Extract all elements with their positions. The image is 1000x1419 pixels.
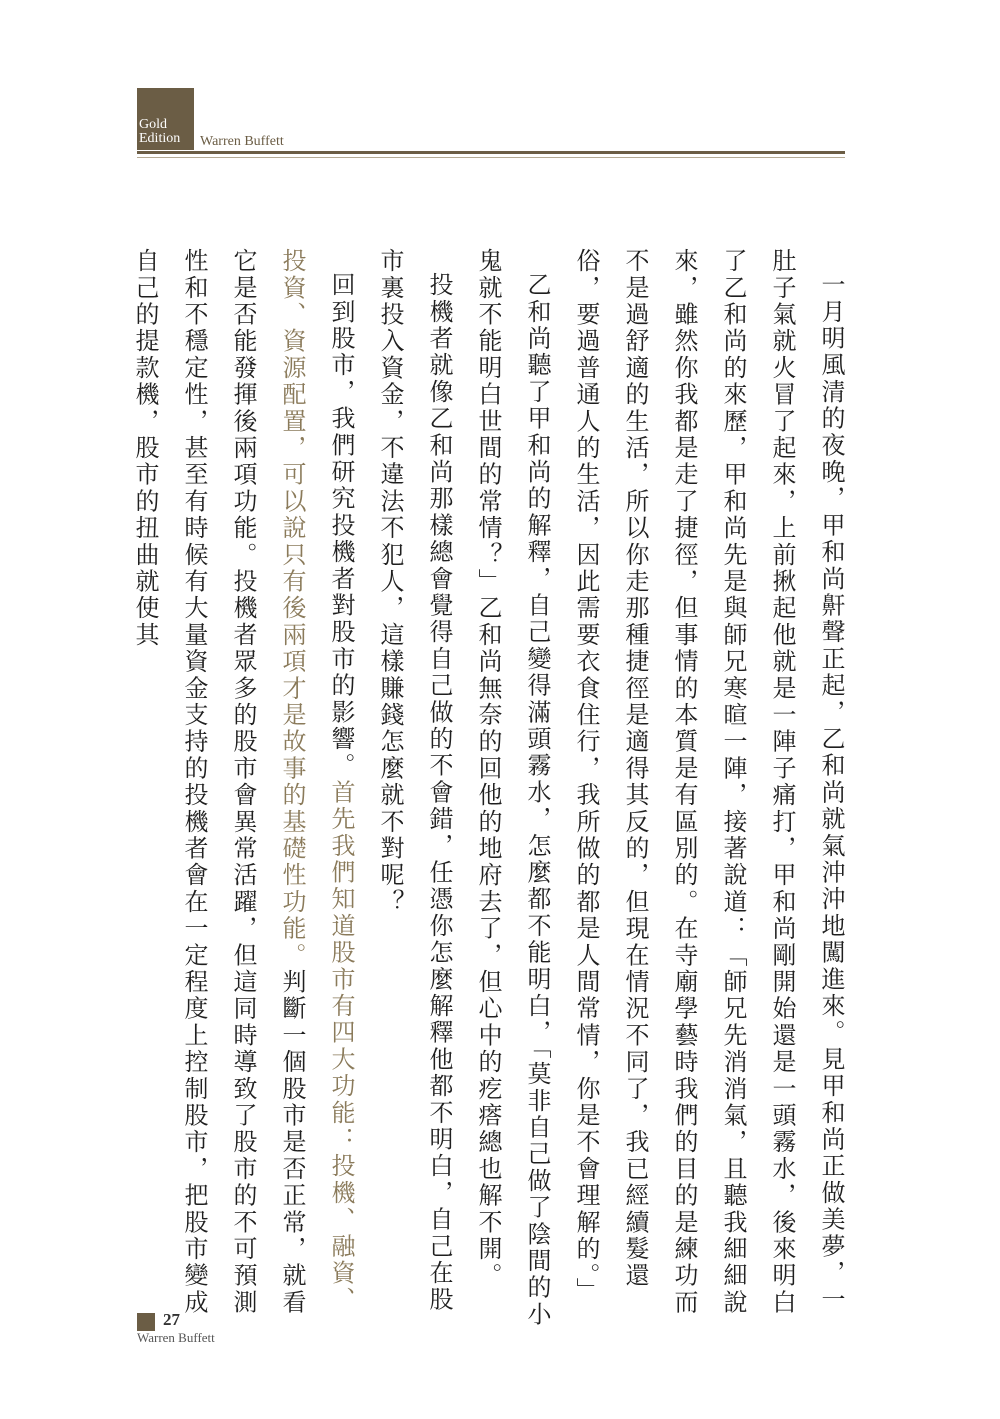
badge-line-edition: Edition <box>139 131 181 146</box>
paragraph-1: 一月明風清的夜晚，甲和尚鼾聲正起，乙和尚就氣沖沖地闖進來。見甲和尚正做美夢，一肚子氣就火冒了起來，上前揪起他就是一陣子痛打，甲和尚剛開始還是一頭霧水，後來明白了乙和尚的來歷，甲和尚先是與師兄寒暄一陣，接著說道：「師兄先消消氣，且聽我細細說來，雖然你我都是走了捷徑，但事情的本質是有區別的。在寺廟學藝時我們的目的是練功而不是過舒適的生活，所以你走那種捷徑是適得其反的，但現在情況不同了，我已經續髮還俗，要過普通人的生活，因此需要衣食住行，我所做的都是人間常情，你是不會理解的。」 <box>572 248 845 1316</box>
footer-series-title: Warren Buffett <box>137 1330 215 1345</box>
header-rule <box>137 151 845 154</box>
header-series-title: Warren Buffett <box>200 134 284 149</box>
paragraph-3: 投機者就像乙和尚那樣總會覺得自己做的不會錯，任憑你怎麼解釋他都不明白，自己在股市裏投入資金，不違法不犯人，這樣賺錢怎麼就不對呢？ <box>376 248 453 1314</box>
footer-badge <box>137 1313 155 1331</box>
paragraph-4-highlight: 首先我們知道股市有四大功能：投機、融資、投資、資源配置，可以說只有後兩項才是故事的基礎性功能。 <box>278 248 355 1314</box>
vertical-text-body <box>131 248 855 1333</box>
page-number: 27 <box>163 1310 180 1329</box>
paragraph-4 <box>120 248 365 1333</box>
badge-line-gold: Gold <box>139 117 167 132</box>
paragraph-2: 乙和尚聽了甲和尚的解釋，自己變得滿頭霧水，怎麼都不能明白，「莫非自己做了陰間的小鬼就不能明白世間的常情？」乙和尚無奈的回他的地府去了，但心中的疙瘩總也解不開。 <box>474 248 551 1328</box>
paragraph-4-lead: 回到股市，我們研究投機者對股市的影響。 <box>327 272 355 780</box>
edition-badge-text <box>137 118 199 146</box>
paragraph-4-rest: 判斷一個股市是否正常，就看它是否能發揮後兩項功能。投機者眾多的股市會異常活躍，但這同時導致了股市的不可預測性和不穩定性，甚至有時候有大量資金支持的投機者會在一定程度上控制股市，把股市變成自己的提款機，股市的扭曲就使其 <box>131 248 306 1317</box>
header-rule-thin <box>137 157 845 158</box>
